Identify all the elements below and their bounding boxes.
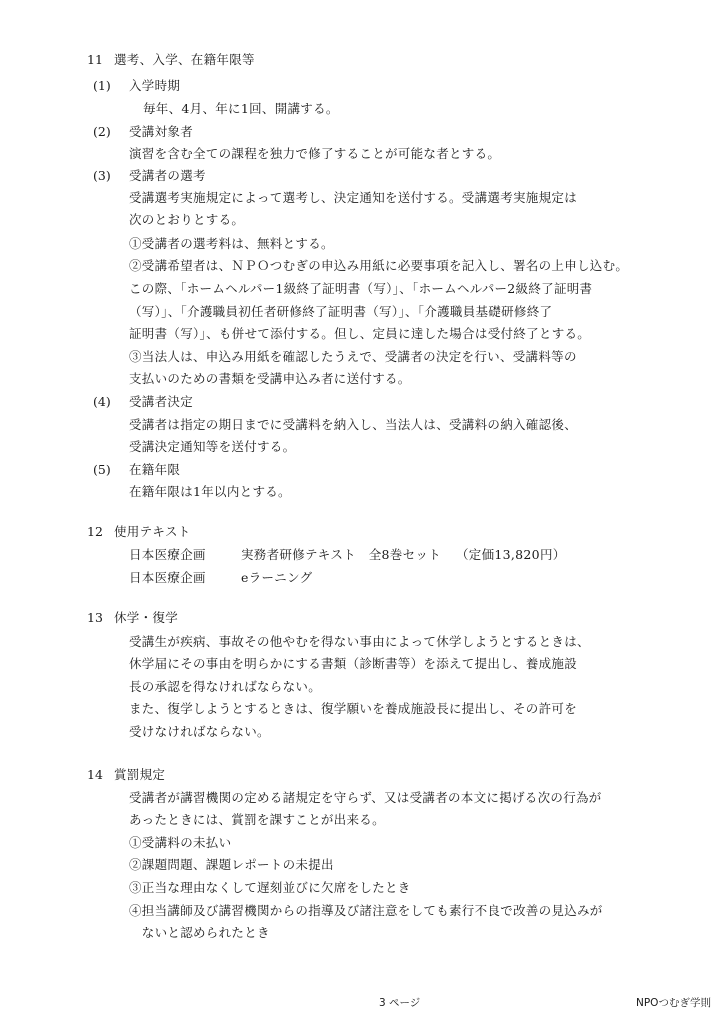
item-2-title: 受講対象者: [129, 124, 194, 139]
item-5-number: (5): [93, 462, 111, 477]
text-publisher: 日本医療企画: [129, 570, 206, 585]
item-3-line-5: この際、「ホームヘルパー1級終了証明書（写）」、「ホームヘルパー2級終了証明書: [129, 281, 593, 296]
item-4-line-2: 受講決定通知等を送付する。: [129, 439, 296, 454]
section-14-heading: 賞罰規定: [114, 767, 166, 782]
item-3-line-3: ①受講者の選考料は、無料とする。: [129, 236, 334, 251]
section-14-line-5: ③正当な理由なくして遅刻並びに欠席をしたとき: [129, 880, 411, 895]
text-item: 実務者研修テキスト 全8巻セット: [241, 547, 442, 562]
section-14-line-2: あったときには、賞罰を課すことが出来る。: [129, 812, 385, 827]
section-13-line-3: 長の承認を得なければならない。: [129, 679, 322, 694]
text-price: （定価13,820円）: [456, 547, 566, 562]
section-12-heading: 使用テキスト: [114, 524, 191, 539]
section-14-line-1: 受講者が講習機関の定める諸規定を守らず、又は受講者の本文に掲げる次の行為が: [129, 790, 602, 805]
section-13-line-2: 休学届にその事由を明らかにする書類（診断書等）を添えて提出し、養成施設: [129, 656, 578, 671]
item-3-line-7: 証明書（写）」、も併せて添付する。但し、定員に達した場合は受付終了とする。: [129, 326, 591, 341]
section-13-line-1: 受講生が疾病、事故その他やむを得ない事由によって休学しようとするときは、: [129, 634, 590, 649]
item-3-line-2: 次のとおりとする。: [129, 212, 245, 227]
page-number: 3 ページ: [379, 997, 421, 1009]
item-3-line-6: （写）」、「介護職員初任者研修終了証明書（写）」、「介護職員基礎研修終了: [129, 304, 553, 319]
section-13-heading: 休学・復学: [114, 610, 179, 625]
item-2-number: (2): [93, 124, 111, 139]
text-publisher: 日本医療企画: [129, 547, 206, 562]
section-14-line-6: ④担当講師及び講習機関からの指導及び諸注意をしても素行不良で改善の見込みが: [129, 903, 603, 918]
section-14-number: 14: [87, 767, 103, 782]
item-4-line-1: 受講者は指定の期日までに受講料を納入し、当法人は、受講料の納入確認後、: [129, 417, 578, 432]
item-3-line-9: 支払いのための書類を受講申込み者に送付する。: [129, 371, 411, 386]
section-12-number: 12: [87, 524, 103, 539]
item-3-number: (3): [93, 168, 111, 183]
item-1-number: (1): [93, 78, 111, 93]
section-13-line-4: また、復学しようとするときは、復学願いを養成施設長に提出し、その許可を: [129, 701, 578, 716]
item-1-title: 入学時期: [129, 78, 181, 93]
section-11-heading: 選考、入学、在籍年限等: [114, 52, 255, 67]
section-13-line-5: 受けなければならない。: [129, 724, 270, 739]
section-14-line-3: ①受講料の未払い: [129, 835, 232, 850]
item-3-line-4: ②受講希望者は、ＮＰＯつむぎの申込み用紙に必要事項を記入し、署名の上申し込む。: [129, 258, 629, 273]
item-4-title: 受講者決定: [129, 394, 194, 409]
section-13-number: 13: [87, 610, 103, 625]
section-14-line-4: ②課題問題、課題レポートの未提出: [129, 857, 334, 872]
item-1-text: 毎年、4月、年に1回、開講する。: [143, 101, 339, 116]
item-3-title: 受講者の選考: [129, 168, 206, 183]
item-2-text: 演習を含む全ての課程を独力で修了することが可能な者とする。: [129, 146, 501, 161]
organization-name: NPOつむぎ学則: [636, 997, 711, 1009]
section-11-number: 11: [87, 52, 103, 67]
item-5-title: 在籍年限: [129, 462, 181, 477]
text-item: eラーニング: [241, 570, 313, 585]
item-3-line-8: ③当法人は、申込み用紙を確認したうえで、受講者の決定を行い、受講料等の: [129, 349, 577, 364]
item-4-number: (4): [93, 394, 111, 409]
item-3-line-1: 受講選考実施規定によって選考し、決定通知を送付する。受講選考実施規定は: [129, 190, 578, 205]
item-5-text: 在籍年限は1年以内とする。: [129, 484, 291, 499]
section-14-line-7: ないと認められたとき: [129, 925, 270, 940]
